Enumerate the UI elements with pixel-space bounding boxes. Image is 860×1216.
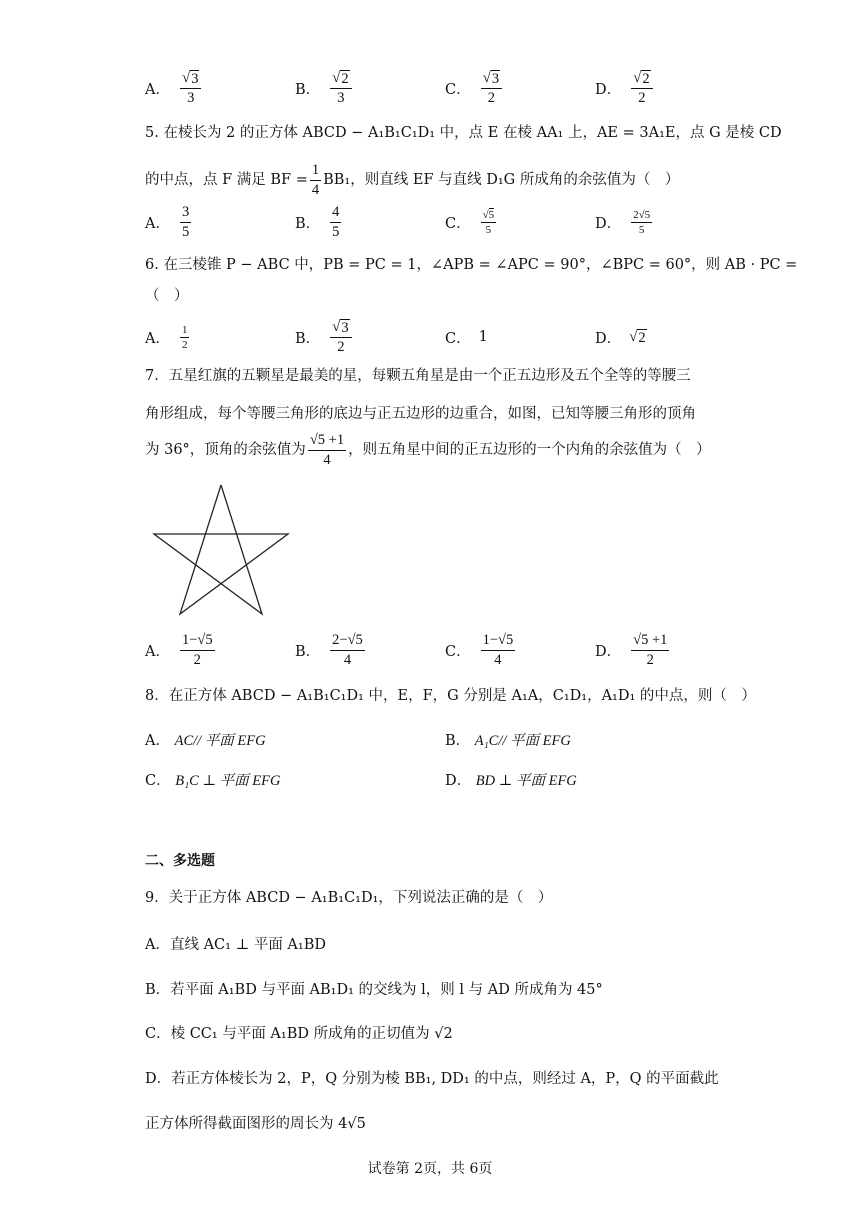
q7-option-a: A． $\frac{1-√5}{2}$: [145, 631, 213, 668]
q9-option-c: C．棱 CC₁ 与平面 A₁BD 所成角的正切值为 √2: [145, 1026, 453, 1042]
q9-stem: 9．关于正方体 ABCD − A₁B₁C₁D₁，下列说法正确的是（ ）: [145, 890, 553, 906]
q9-option-d-line1: D．若正方体棱长为 2，P，Q 分别为棱 BB₁, DD₁ 的中点，则经过 A，P，Q 的平面截此: [145, 1071, 719, 1087]
page-footer: 试卷第 2页，共 6页: [367, 1161, 493, 1177]
section-heading: 二、多选题: [145, 853, 215, 869]
q8-stem: 8．在正方体 ABCD − A₁B₁C₁D₁ 中，E，F，G 分别是 A₁A，C₁D₁，A₁D₁ 的中点，则（ ）: [145, 688, 756, 704]
q5-option-a: A． $\frac{3}{5}$: [145, 203, 190, 240]
q8-option-a: A． AC// 平面 EFG: [145, 733, 266, 749]
q7-stem-line1: 7．五星红旗的五颗星是最美的星，每颗五角星是由一个正五边形及五个全等的等腰三: [145, 368, 691, 384]
q6-option-a: A． $\frac{1}{2}$: [145, 323, 188, 351]
q7-option-c: C． $\frac{1-√5}{4}$: [445, 631, 514, 668]
q8-option-d: D． BD ⊥ 平面 EFG: [445, 773, 577, 789]
q5-option-b: B． $\frac{4}{5}$: [295, 203, 340, 240]
q6-option-b: B． √ 3 2: [295, 315, 354, 359]
q4-option-a: A． √ 3 3: [145, 66, 203, 110]
q4-option-d: D． √ 2 2: [595, 66, 655, 110]
q9-option-b: B．若平面 A₁BD 与平面 AB₁D₁ 的交线为 l，则 l 与 AD 所成角为 45°: [145, 982, 603, 998]
q7-option-b: B． $\frac{2-√5}{4}$: [295, 631, 363, 668]
q4-option-c: C． √ 3 2: [445, 66, 504, 110]
q9-option-d-line2: 正方体所得截面图形的周长为 4√5: [145, 1116, 366, 1132]
q7-option-d: D． $\frac{√5 +1}{2}$: [595, 631, 668, 668]
five-point-star-figure: [150, 483, 292, 617]
q9-option-a: A．直线 AC₁ ⊥ 平面 A₁BD: [145, 937, 326, 953]
q7-stem-line3: 为 36°，顶角的余弦值为 $\frac{√5 +1}{4}$ ，则五角星中间的正五边形的一个内角的余弦值为（ ）: [145, 431, 711, 468]
q7-stem-line2: 角形组成，每个等腰三角形的底边与正五边形的边重合，如图，已知等腰三角形的顶角: [145, 406, 696, 422]
q6-option-d: D． √ 2: [595, 328, 646, 347]
q8-option-c: C． B₁C ⊥ 平面 EFG: [145, 773, 281, 789]
q5-stem-line1: 5. 在棱长为 2 的正方体 ABCD − A₁B₁C₁D₁ 中，点 E 在棱 AA₁ 上，AE = 3A₁E，点 G 是棱 CD: [145, 125, 782, 141]
q8-option-b: B． A₁C// 平面 EFG: [445, 733, 571, 749]
q6-stem-line2: （ ）: [145, 288, 189, 304]
q6-option-c: C． 1: [445, 329, 488, 347]
q5-option-c: C． $\frac{√5}{5}$: [445, 208, 495, 236]
q6-stem-line1: 6. 在三棱锥 P − ABC 中，PB = PC = 1，∠APB = ∠APC = 90°，∠BPC = 60°，则 AB · PC =: [145, 257, 798, 273]
q4-option-b: B． √ 2 3: [295, 66, 354, 110]
q5-option-d: D． $\frac{2√5}{5}$: [595, 208, 651, 236]
q5-stem-line2: 的中点，点 F 满足 BF = $\frac{1}{4}$ BB₁，则直线 EF 与直线 D₁G 所成角的余弦值为（ ）: [145, 161, 680, 198]
